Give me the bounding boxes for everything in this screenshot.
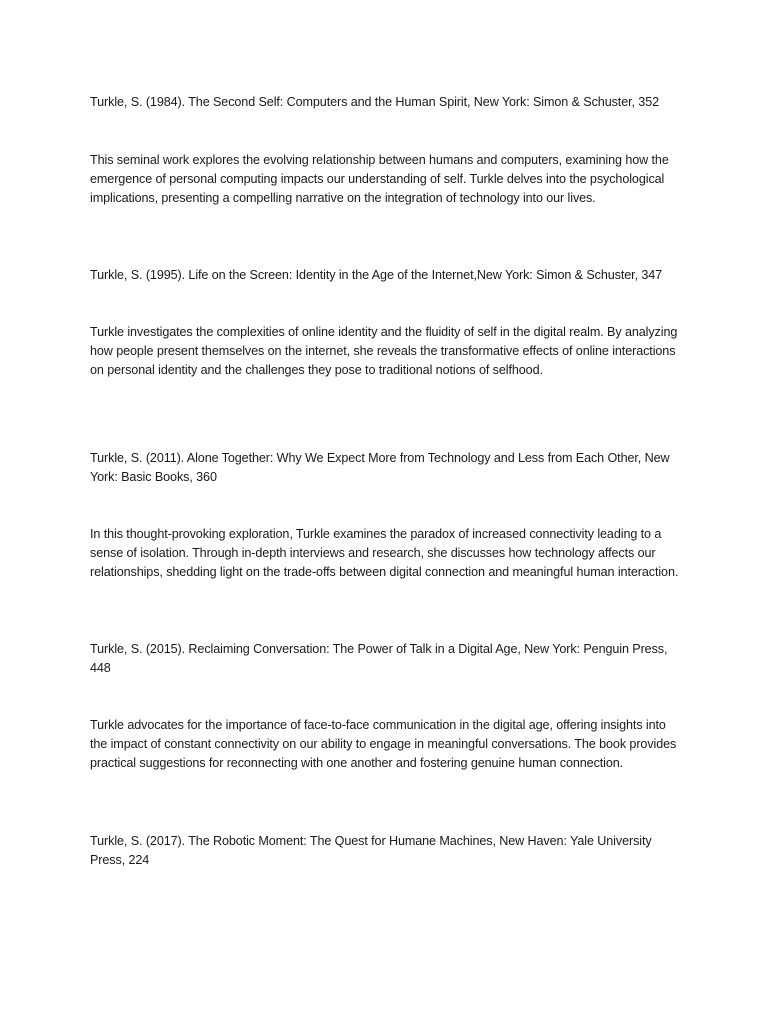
summary-2015: Turkle advocates for the importance of face-to-face communication in the digital age, offering insights into the impact of constant connectivity on our ability to engage in meaningful conversations. The book provides practical suggestions for reconnecting with one another and fostering genuine human connection. bbox=[90, 718, 677, 770]
citation-2011: Turkle, S. (2011). Alone Together: Why We Expect More from Technology and Less from Each Other, New York: Basic Books, 360 bbox=[90, 451, 670, 484]
summary-1984: This seminal work explores the evolving relationship between humans and computers, examining how the emergence of personal computing impacts our understanding of self. Turkle delves into the psychological implications, presenting a compelling narrative on the integration of technology into our lives. bbox=[90, 153, 669, 205]
citation-2017: Turkle, S. (2017). The Robotic Moment: The Quest for Humane Machines, New Haven: Yale University Press, 224 bbox=[90, 834, 652, 867]
citation-1984: Turkle, S. (1984). The Second Self: Computers and the Human Spirit, New York: Simon & Schuster, 352 bbox=[90, 95, 660, 109]
summary-1995: Turkle investigates the complexities of online identity and the fluidity of self in the digital realm. By analyzing how people present themselves on the internet, she reveals the transformative effects of online interactions on personal identity and the challenges they pose to traditional notions of selfhood. bbox=[90, 325, 678, 377]
summary-2011: In this thought-provoking exploration, Turkle examines the paradox of increased connectivity leading to a sense of isolation. Through in-depth interviews and research, she discusses how technology affects our relationships, shedding light on the trade-offs between digital connection and meaningful human interaction. bbox=[90, 527, 679, 579]
citation-1995: Turkle, S. (1995). Life on the Screen: Identity in the Age of the Internet,New York: Simon & Schuster, 347 bbox=[90, 268, 663, 282]
citation-2015: Turkle, S. (2015). Reclaiming Conversation: The Power of Talk in a Digital Age, New York: Penguin Press, 448 bbox=[90, 642, 668, 675]
